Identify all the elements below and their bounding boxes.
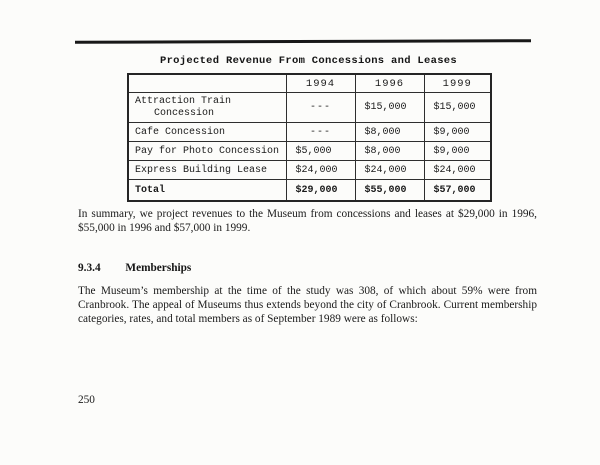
table-cell: $9,000	[424, 123, 491, 142]
row-label-line2: Concession	[154, 107, 215, 119]
row-label: Total	[128, 180, 286, 202]
row-label: Cafe Concession	[128, 123, 286, 142]
memberships-paragraph: The Museum’s membership at the time of the study was 308, of which about 59% were from Cranbrook. The appeal of Museums thus extends beyond the city of Cranbrook. Current membership categories, rates, and total members as of September 1989 were as follows:	[78, 285, 537, 326]
table-cell: $24,000	[286, 161, 355, 180]
table-header-empty	[128, 74, 286, 93]
table-cell: $24,000	[424, 161, 491, 180]
page-number: 250	[78, 394, 95, 406]
section-number: 9.3.4	[78, 262, 101, 274]
section-title: Memberships	[125, 262, 192, 274]
row-label	[128, 93, 286, 123]
table-cell: $57,000	[424, 180, 491, 202]
table-cell: $55,000	[355, 180, 424, 202]
table-cell: $8,000	[355, 123, 424, 142]
table-row-cafe-concession	[128, 123, 491, 142]
table-cell: $24,000	[355, 161, 424, 180]
table-header-row	[128, 74, 491, 93]
table-row-express-building	[128, 161, 491, 180]
table-cell: $15,000	[424, 93, 491, 123]
table-header-year-1996: 1996	[355, 74, 424, 93]
table-cell: $5,000	[286, 142, 355, 161]
table-header-year-1994: 1994	[286, 74, 355, 93]
table-cell: $29,000	[286, 180, 355, 202]
table-cell: $15,000	[355, 93, 424, 123]
revenue-table	[127, 73, 492, 202]
table-header-year-1999: 1999	[424, 74, 491, 93]
summary-paragraph: In summary, we project revenues to the Museum from concessions and leases at $29,000 in 1996, $55,000 in 1996 and $57,000 in 1999.	[78, 208, 537, 235]
row-label: Express Building Lease	[128, 161, 286, 180]
table-cell: $8,000	[355, 142, 424, 161]
table-cell: ---	[286, 93, 355, 123]
table-row-attraction-train	[128, 93, 491, 123]
row-label: Pay for Photo Concession	[128, 142, 286, 161]
header-rule	[75, 39, 531, 44]
table-title: Projected Revenue From Concessions and Leases	[159, 55, 458, 67]
table-row-total	[128, 180, 491, 202]
row-label-line1: Attraction Train	[135, 95, 232, 107]
table-cell: $9,000	[424, 142, 491, 161]
table-cell: ---	[286, 123, 355, 142]
table-row-pay-for-photo	[128, 142, 491, 161]
section-heading	[78, 262, 191, 274]
